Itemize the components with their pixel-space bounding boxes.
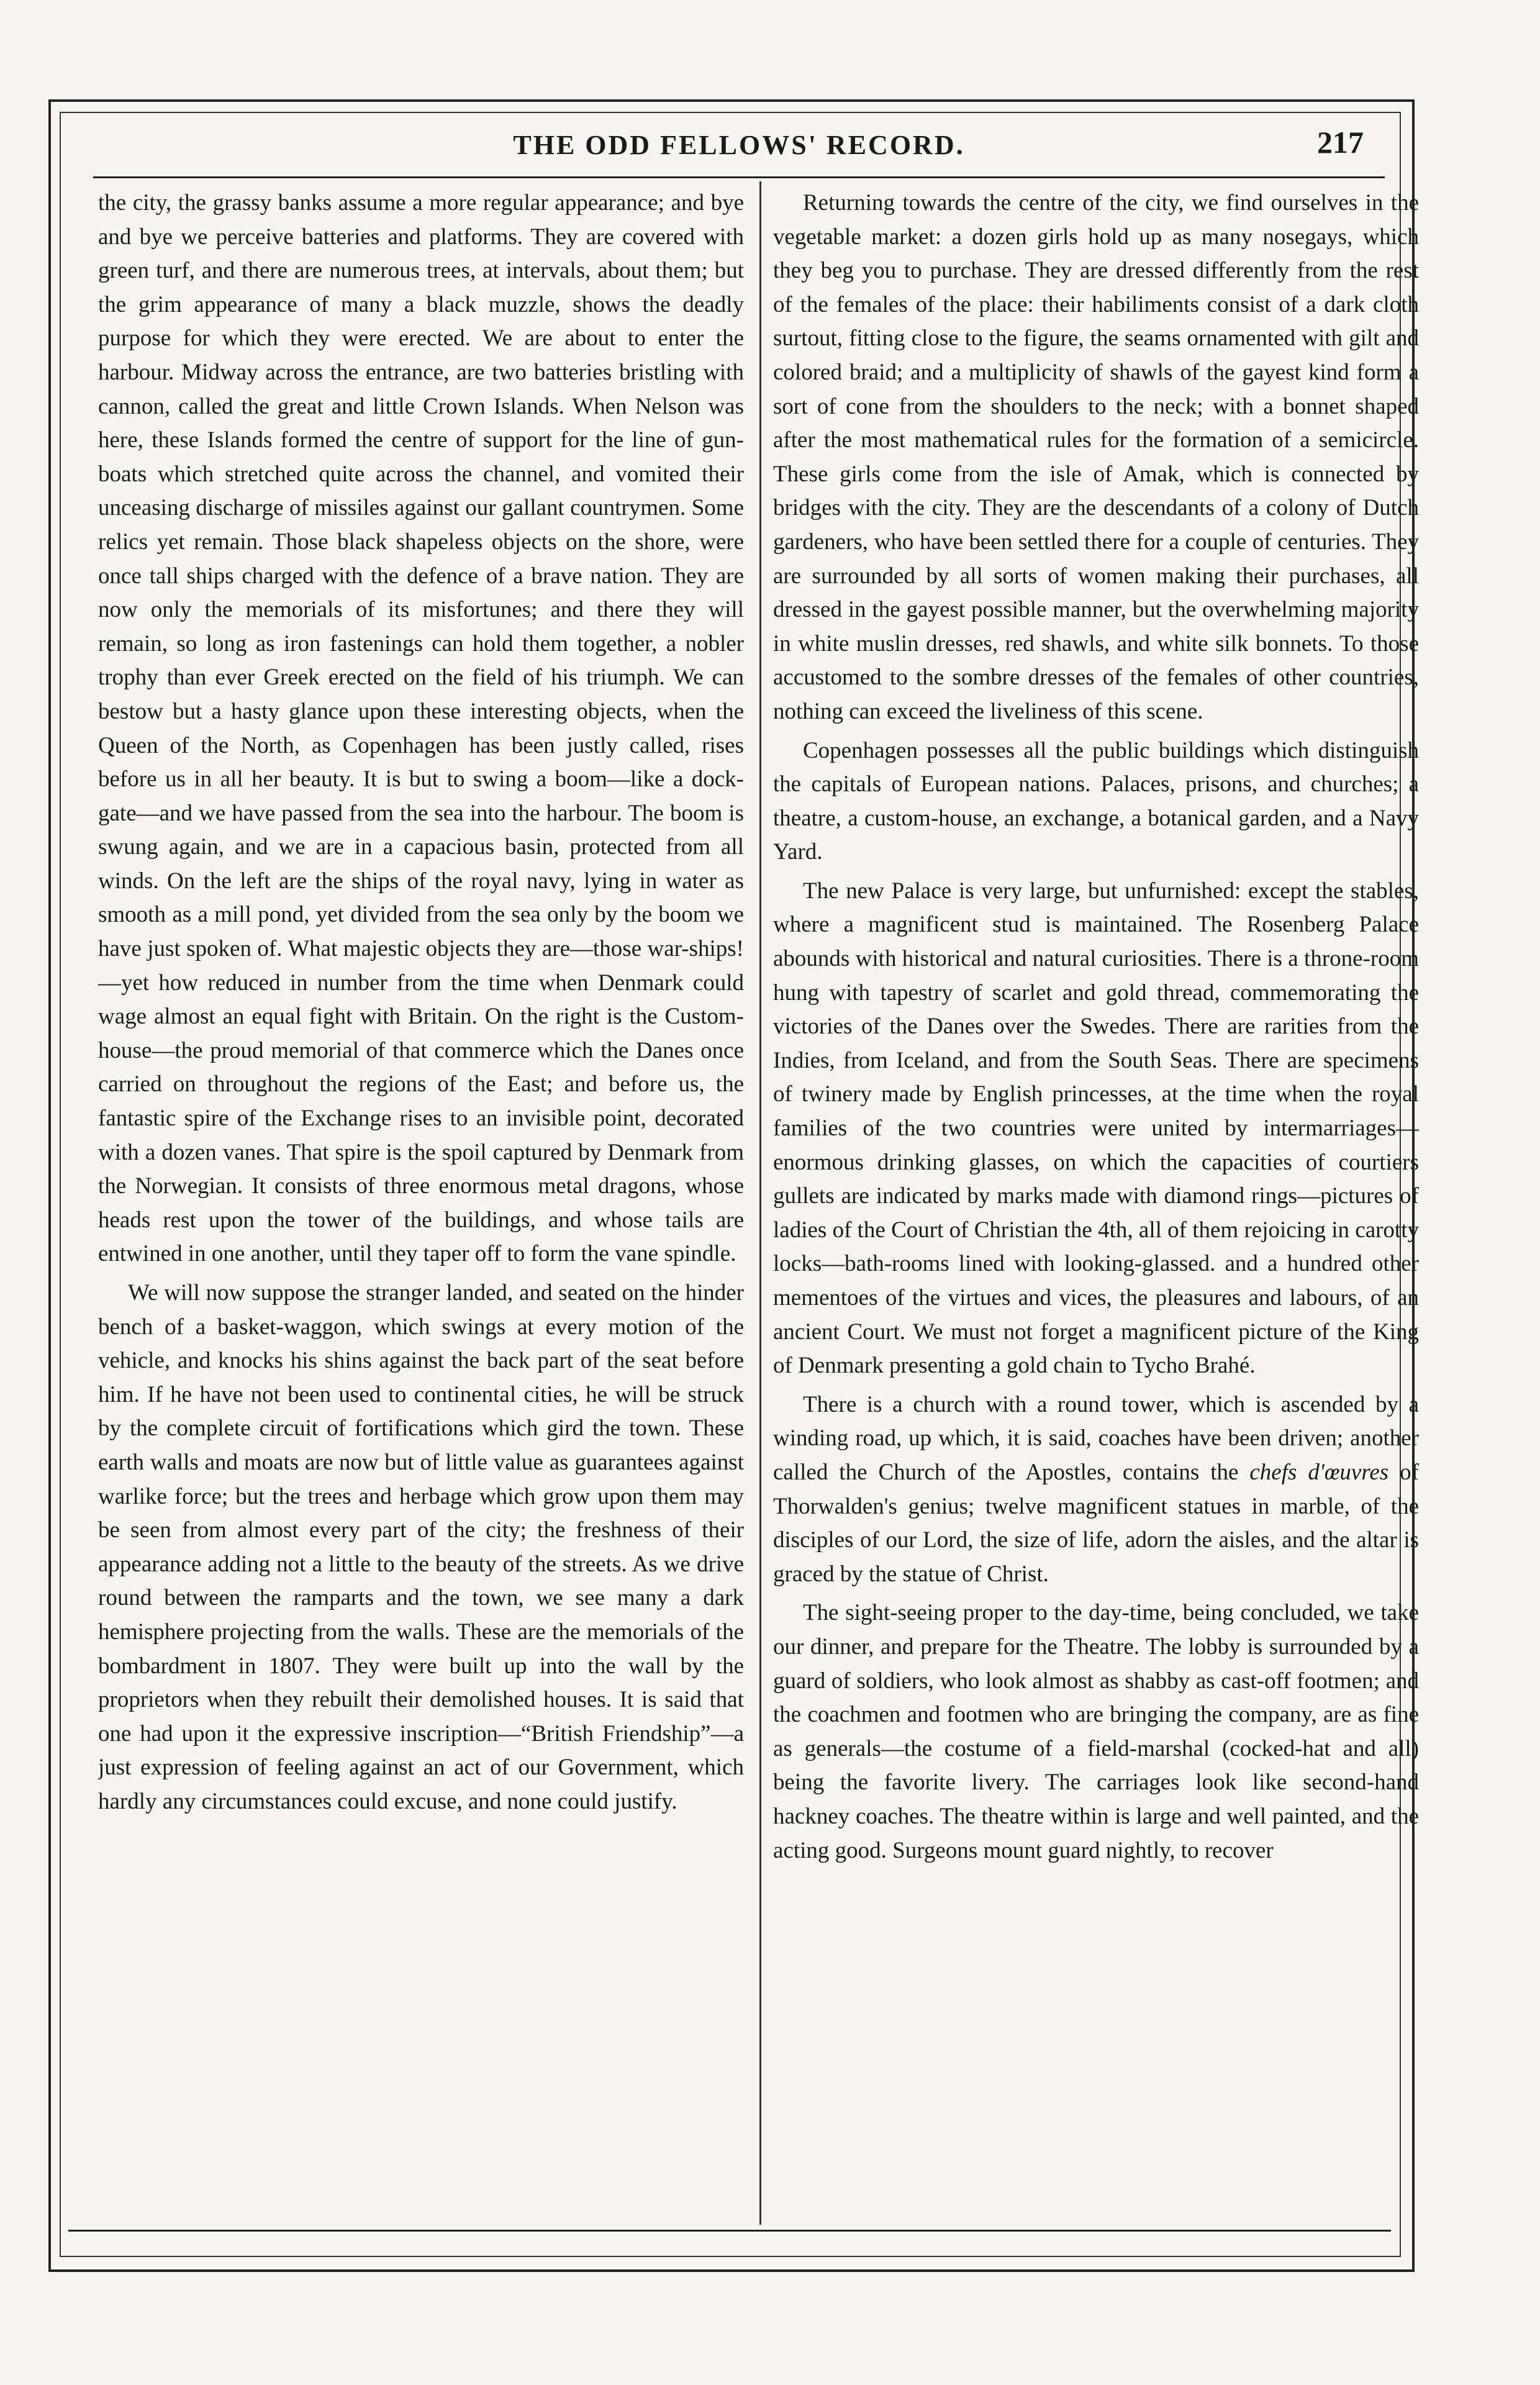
paragraph bbox=[773, 1388, 1419, 1592]
paragraph: The sight-seeing proper to the day-time, being concluded, we take our dinner, and prepare for the Theatre. The lobby is surrounded by a guard of soldiers, who look almost as shabby as cast-off footmen; and the coachmen and footmen who are bringing the company, are as fine as generals—the costume of a field-marshal (cocked-hat and all) being the favorite livery. The carriages look like second-hand hackney coaches. The theatre within is large and well painted, and the acting good. Surgeons mount guard nightly, to recover bbox=[773, 1600, 1419, 1863]
paragraph: The new Palace is very large, but unfurnished: except the stables, where a magnificent stud is maintained. The Rosenberg Palace abounds with historical and natural curiosities. There is a throne-room hung with tapestry of scarlet and gold thread, commemorating the victories of the Danes over the Swedes. There are rarities from the Indies, from Iceland, and from the South Seas. There are specimens of twinery made by English princesses, at the time when the royal families of the two countries were united by intermarriages—enormous drinking glasses, on which the capacities of courtiers gullets are indicated by marks made with diamond rings—pictures of ladies of the Court of Christian the 4th, all of them rejoicing in carotty locks—bath-rooms lined with looking-glassed. and a hundred other mementoes of the virtues and vices, the pleasures and labours, of an ancient Court. We must not forget a magnificent picture of the King of Denmark presenting a gold chain to Tycho Brahé. bbox=[773, 878, 1419, 1379]
running-title: THE ODD FELLOWS' RECORD. bbox=[513, 130, 965, 160]
italic-phrase: chefs d'œuvres bbox=[1249, 1459, 1389, 1485]
paragraph-text: There is a church with a round tower, which is ascended by a winding road, up which, it is said, coaches have been driven; another called the Church of the Apostles, contains the bbox=[773, 1391, 1419, 1485]
column-divider bbox=[759, 181, 761, 2225]
paragraph-text: of Thorwalden's genius; twelve magnificent statues in marble, of the disciples of our Lord, the size of life, adorn the aisles, and the altar is graced by the statue of Christ. bbox=[773, 1459, 1419, 1587]
header-rule bbox=[93, 176, 1385, 178]
paragraph: the city, the grassy banks assume a more regular appearance; and bye and bye we perceive batteries and platforms. They are covered with green turf, and there are numerous trees, at intervals, about them; but the grim appearance of many a black muzzle, shows the deadly purpose for which they were erected. We are about to enter the harbour. Midway across the entrance, are two batteries bristling with cannon, called the great and little Crown Islands. When Nelson was here, these Islands formed the centre of support for the line of gun-boats which stretched quite across the channel, and vomited their unceasing discharge of missiles against our gallant countrymen. Some relics yet remain. Those black shapeless objects on the shore, were once tall ships charged with the defence of a brave nation. They are now only the memorials of its misfortunes; and there they will remain, so long as iron fastenings can hold them together, a nobler trophy than ever Greek erected on the field of his triumph. We can bestow but a hasty glance upon these interesting objects, when the Queen of the North, as Copenhagen has been justly called, rises before us in all her beauty. It is but to swing a boom—like a dock-gate—and we have passed from the sea into the harbour. The boom is swung again, and we are in a capacious basin, protected from all winds. On the left are the ships of the royal navy, lying in water as smooth as a mill pond, yet divided from the sea only by the boom we have just spoken of. What majestic objects they are—those war-ships!—yet how reduced in number from the time when Denmark could wage almost an equal fight with Britain. On the right is the Custom-house—the proud memorial of that commerce which the Danes once carried on throughout the regions of the East; and before us, the fantastic spire of the Exchange rises to an invisible point, decorated with a dozen vanes. That spire is the spoil captured by Denmark from the Norwegian. It consists of three enormous metal dragons, whose heads rest upon the tower of the buildings, and whose tails are entwined in one another, until they taper off to form the vane spindle. bbox=[98, 190, 744, 1267]
paragraph: We will now suppose the stranger landed, and seated on the hinder bench of a basket-waggon, which swings at every motion of the vehicle, and knocks his shins against the back part of the seat before him. If he have not been used to continental cities, he will be struck by the complete circuit of fortifications which gird the town. These earth walls and moats are now but of little value as guarantees against warlike force; but the trees and herbage which grow upon them may be seen from almost every part of the city; the freshness of their appearance adding not a little to the beauty of the streets. As we drive round between the ramparts and the town, we see many a dark hemisphere projecting from the walls. These are the memorials of the bombardment in 1807. They were built up into the wall by the proprietors when they rebuilt their demolished houses. It is said that one had upon it the expressive inscription—“British Friendship”—a just expression of feeling against an act of our Government, which hardly any circumstances could excuse, and none could justify. bbox=[98, 1280, 744, 1814]
right-column bbox=[773, 186, 1419, 2224]
page-header bbox=[99, 124, 1379, 168]
footer-rule bbox=[68, 2230, 1391, 2232]
paragraph: Returning towards the centre of the city, we find ourselves in the vegetable market: a dozen girls hold up as many nosegays, which they beg you to purchase. They are dressed differently from the rest of the females of the place: their habiliments consist of a dark cloth surtout, fitting close to the figure, the seams ornamented with gilt and colored braid; and a multiplicity of shawls of the gayest kind form a sort of cone from the shoulders to the neck; with a bonnet shaped after the most mathematical rules for the formation of a semicircle. These girls come from the isle of Amak, which is connected by bridges with the city. They are the descendants of a colony of Dutch gardeners, who have been settled there for a couple of centuries. They are surrounded by all sorts of women making their purchases, all dressed in the gayest possible manner, but the overwhelming majority in white muslin dresses, red shawls, and white silk bonnets. To those accustomed to the sombre dresses of the females of other countries, nothing can exceed the liveliness of this scene. bbox=[773, 190, 1419, 724]
paragraph: Copenhagen possesses all the public buildings which distinguish the capitals of European nations. Palaces, prisons, and churches; a theatre, a custom-house, an exchange, a botanical garden, and a Navy Yard. bbox=[773, 737, 1419, 865]
page-number: 217 bbox=[1317, 125, 1364, 160]
left-column bbox=[98, 186, 744, 2224]
